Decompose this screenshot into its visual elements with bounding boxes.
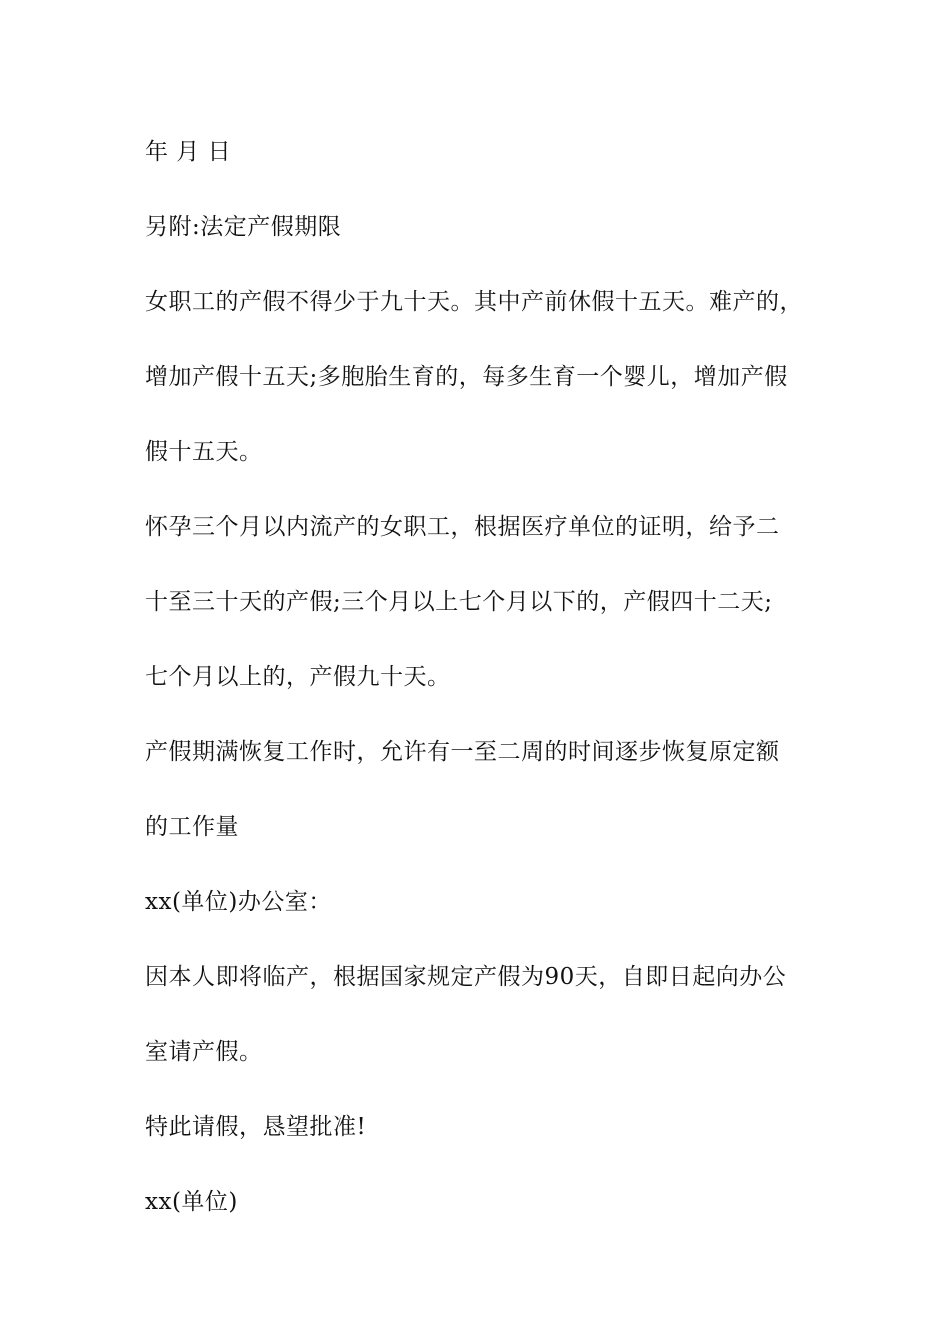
text-line: 假十五天。 — [145, 439, 263, 465]
text-line: 室请产假。 — [145, 1039, 263, 1065]
appendix-heading: 另附:法定产假期限 — [145, 214, 342, 240]
text-line: 增加产假十五天;多胞胎生育的，每多生育一个婴儿，增加产假 — [145, 364, 788, 390]
signature-line: xx(单位) — [145, 1189, 238, 1215]
closing-line: 特此请假，恳望批准! — [145, 1114, 367, 1140]
date-line: 年 月 日 — [145, 139, 232, 165]
text-line: 因本人即将临产，根据国家规定产假为90天，自即日起向办公 — [145, 964, 787, 990]
text-line: 女职工的产假不得少于九十天。其中产前休假十五天。难产的， — [145, 289, 803, 315]
text-line: 怀孕三个月以内流产的女职工，根据医疗单位的证明，给予二 — [145, 514, 780, 540]
text-line: 七个月以上的，产假九十天。 — [145, 664, 451, 690]
text-line: 的工作量 — [145, 814, 239, 840]
text-line: 产假期满恢复工作时，允许有一至二周的时间逐步恢复原定额 — [145, 739, 780, 765]
text-line: 十至三十天的产假;三个月以上七个月以下的，产假四十二天; — [145, 589, 773, 615]
addressee-line: xx(单位)办公室： — [145, 889, 332, 915]
